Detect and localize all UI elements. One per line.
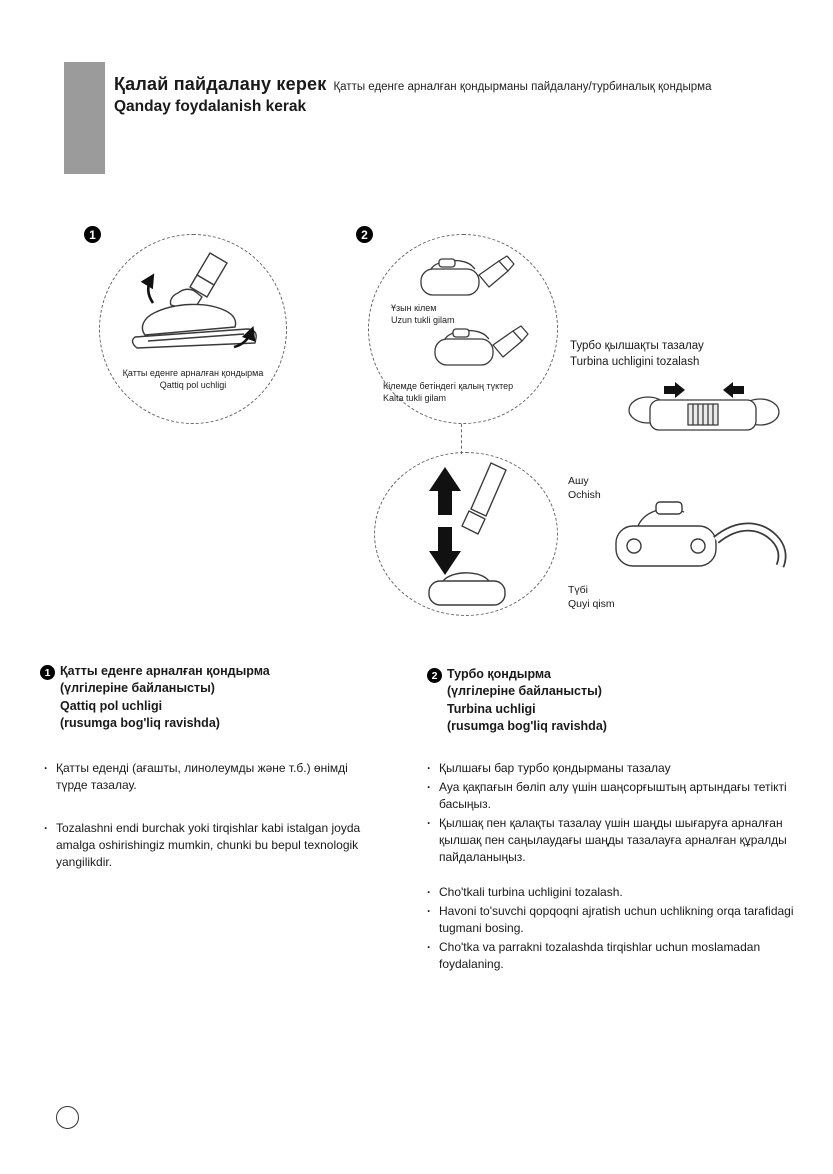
long-pile-label-kk: Ұзын кілем xyxy=(391,303,437,313)
short-pile-label xyxy=(383,381,513,404)
figure1-caption-uz: Qattiq pol uchligi xyxy=(159,380,227,391)
long-pile-label-uz: Uzun tukli gilam xyxy=(391,314,455,325)
figure2-number-badge: 2 xyxy=(356,226,373,243)
bullet-text: Ауа қақпағын бөліп алу үшін шаңсорғыштың артындағы тетікті басыңыз. xyxy=(439,780,787,812)
bullet-dot xyxy=(427,779,439,813)
figure1-circle xyxy=(99,234,287,424)
page-subtitle: Қатты еденге арналған қондырманы пайдалану/турбиналық қондырма xyxy=(333,81,712,93)
bullet-text: Қылшағы бар турбо қондырманы тазалау xyxy=(439,761,671,775)
bullet-text: Cho'tka va parrakni tozalashda tirqishlar uchun moslamadan foydalaning. xyxy=(439,940,761,972)
section1-heading xyxy=(40,663,380,732)
section2-heading-lines xyxy=(447,666,607,735)
section2-heading-line2: (үлгілеріне байланысты) xyxy=(447,684,602,699)
section-marker-bar xyxy=(64,62,105,174)
bullet-dot xyxy=(427,884,439,901)
hard-floor-nozzle-illustration xyxy=(118,249,268,367)
turbo-nozzle-hose-illustration xyxy=(604,488,794,580)
bottom-label xyxy=(568,583,615,611)
list-item xyxy=(427,815,799,866)
header-line1 xyxy=(114,74,820,95)
turbo-nozzle-long-pile-illustration xyxy=(417,249,522,307)
list-item xyxy=(44,760,382,794)
section2-heading-line3: Turbina uchligi xyxy=(447,701,536,716)
bullet-dot xyxy=(427,815,439,866)
short-pile-label-uz: Kalta tukli gilam xyxy=(383,392,447,403)
page-number-circle xyxy=(56,1106,79,1129)
bullet-dot xyxy=(44,760,56,794)
list-item xyxy=(427,903,799,937)
section2-number-badge: 2 xyxy=(427,668,442,683)
section1-heading-line3: Qattiq pol uchligi xyxy=(60,698,163,713)
figure2-circle xyxy=(368,234,558,424)
bullet-text: Қылшақ пен қалақты тазалау үшін шаңды шығаруға арналған қылшақ пен саңылаудағы шаңды тазалауға арналған құралды пайдаланыңыз. xyxy=(439,816,787,865)
section1-heading-line1: Қатты еденге арналған қондырма xyxy=(60,664,270,678)
nozzle-detach-illustration xyxy=(395,459,540,611)
list-item xyxy=(427,779,799,813)
section1-bullet-list xyxy=(44,760,382,873)
list-item xyxy=(427,760,799,777)
list-item xyxy=(427,884,799,901)
bottom-label-kk: Түбі xyxy=(568,584,589,596)
figure3-circle xyxy=(374,452,558,616)
bullet-dot xyxy=(44,820,56,871)
figure-connector-line xyxy=(461,424,462,454)
section2-bullet-list xyxy=(427,760,799,975)
open-label xyxy=(568,474,601,502)
section2-heading-line4: (rusumga bog'liq ravishda) xyxy=(447,718,607,733)
bullet-text: Tozalashni endi burchak yoki tirqishlar kabi istalgan joyda amalga oshirishingiz mumkin, chunki bu bepul texnologik yangilikdir. xyxy=(56,821,361,870)
page-title-uz: Qanday foydalanish kerak xyxy=(114,98,307,115)
bullet-dot xyxy=(427,903,439,937)
bottom-label-uz: Quyi qism xyxy=(568,598,615,611)
figure1-number-badge: 1 xyxy=(84,226,101,243)
open-label-kk: Ашу xyxy=(568,475,589,487)
bullet-dot xyxy=(427,760,439,777)
open-label-uz: Ochish xyxy=(568,489,601,502)
figure1-caption xyxy=(108,367,278,391)
section1-heading-line4: (rusumga bog'liq ravishda) xyxy=(60,715,220,730)
short-pile-label-kk: Кілемде бетіндегі қалың түктер xyxy=(383,381,514,391)
section2-heading xyxy=(427,666,787,735)
bullet-text: Cho'tkali turbina uchligini tozalash. xyxy=(439,885,623,900)
bullet-text: Havoni to'suvchi qopqoqni ajratish uchun uchlikning orqa tarafidagi tugmani bosing. xyxy=(439,904,794,936)
page-header xyxy=(114,74,820,116)
turbo-cleaning-label-uz: Turbina uchligini tozalash xyxy=(570,356,700,369)
turbo-cleaning-label xyxy=(570,338,704,370)
page-title-kk: Қалай пайдалану керек xyxy=(114,74,327,94)
turbo-cleaning-label-kk: Турбо қылшақты тазалау xyxy=(570,340,704,352)
figure1-caption-kk: Қатты еденге арналған қондырма xyxy=(122,368,264,378)
list-item xyxy=(44,820,382,871)
section1-heading-lines xyxy=(60,663,270,732)
section2-heading-line1: Турбо қондырма xyxy=(447,667,551,681)
bullet-dot xyxy=(427,939,439,973)
turbo-nozzle-short-pile-illustration xyxy=(431,319,536,377)
bullet-text: Қатты еденді (ағашты, линолеумды және т.б.) өнімді түрде тазалау. xyxy=(56,761,348,793)
section1-number-badge: 1 xyxy=(40,665,55,680)
list-item xyxy=(427,939,799,973)
section1-heading-line2: (үлгілеріне байланысты) xyxy=(60,681,215,696)
turbo-cleaning-hands-illustration xyxy=(622,368,787,448)
